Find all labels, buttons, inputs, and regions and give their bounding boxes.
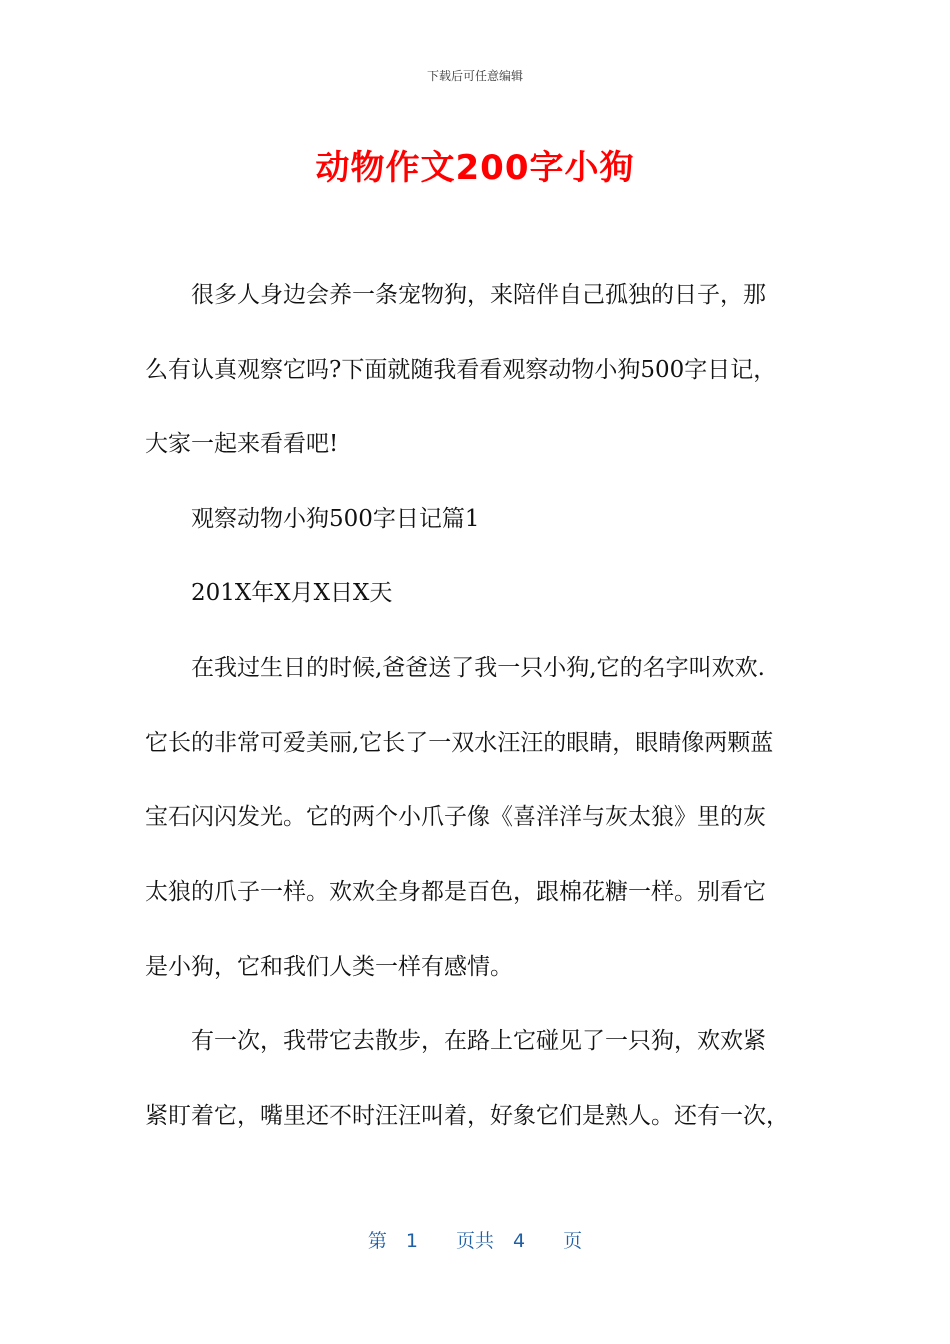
body-line: 么有认真观察它吗?下面就随我看看观察动物小狗500字日记， <box>145 357 777 383</box>
document-title: 动物作文200字小狗 <box>315 148 635 188</box>
body-line: 宝石闪闪发光。它的两个小爪子像《喜洋洋与灰太狼》里的灰 <box>145 804 766 830</box>
body-line: 大家一起来看看吧! <box>145 431 339 457</box>
section-heading: 观察动物小狗500字日记篇1 <box>145 506 480 532</box>
body-line: 它长的非常可爱美丽,它长了一双水汪汪的眼睛，眼睛像两颗蓝 <box>145 730 774 756</box>
body-line: 有一次，我带它去散步，在路上它碰见了一只狗，欢欢紧 <box>145 1028 766 1054</box>
body-line: 是小狗，它和我们人类一样有感情。 <box>145 954 513 980</box>
page-footer: 第 1 页共 4 页 <box>367 1230 583 1252</box>
body-line: 紧盯着它，嘴里还不时汪汪叫着，好象它们是熟人。还有一次， <box>145 1103 789 1129</box>
body-line: 很多人身边会养一条宠物狗，来陪伴自己孤独的日子，那 <box>145 282 766 308</box>
body-line: 太狼的爪子一样。欢欢全身都是百色，跟棉花糖一样。别看它 <box>145 879 766 905</box>
date-line: 201X年X月X日X天 <box>145 580 393 606</box>
header-note: 下载后可任意编辑 <box>426 69 523 83</box>
body-line: 在我过生日的时候,爸爸送了我一只小狗,它的名字叫欢欢. <box>145 655 765 681</box>
